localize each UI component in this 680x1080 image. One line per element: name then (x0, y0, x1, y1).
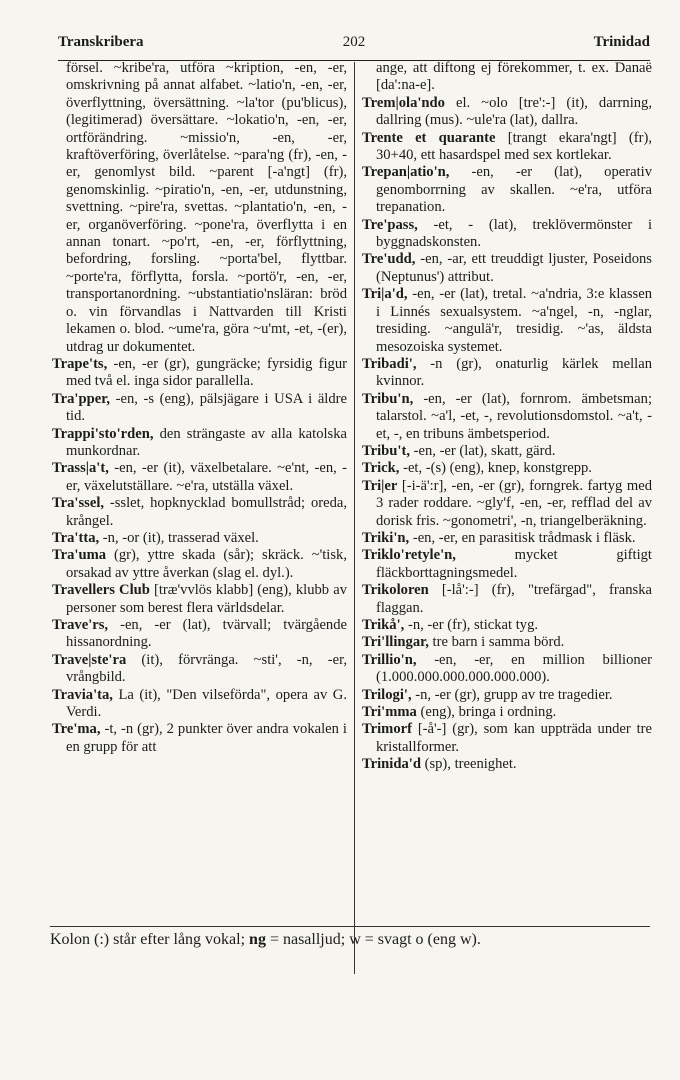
entry-definition: den strängaste av alla katolska munkordnar. (66, 425, 347, 459)
dictionary-entry (362, 356, 652, 391)
entry-headword: Trem|ola'ndo (362, 94, 445, 111)
dictionary-entry (52, 460, 347, 495)
dictionary-entry (362, 704, 652, 721)
entry-headword: Trave|ste'ra (52, 651, 127, 668)
dictionary-entry (362, 130, 652, 165)
left-column (52, 60, 347, 980)
entry-headword: Trass|a't, (52, 460, 109, 477)
dictionary-entry (52, 652, 347, 687)
entry-definition: -en, -er (lat), operativ genomborrning av skallen. ~e'ra, utföra trepanation. (376, 164, 652, 216)
dictionary-entry (362, 634, 652, 651)
dictionary-entry (362, 617, 652, 634)
dictionary-entry (52, 721, 347, 756)
dictionary-entry (52, 356, 347, 391)
entry-headword: Trick, (362, 460, 400, 477)
entry-definition: (eng), bringa i ordning. (416, 704, 557, 721)
entry-definition: [træ'vvlös klabb] (eng), klubb av personer som berest flera världsdelar. (66, 582, 347, 616)
entry-headword: Tre'udd, (362, 251, 416, 268)
entry-headword: Tre'ma, (52, 721, 101, 738)
entry-definition: -n, -or (it), trasserad växel. (99, 529, 259, 546)
entry-definition: [-lå':-] (fr), "trefärgad", franska flaggan. (376, 582, 652, 616)
dictionary-entry (362, 478, 652, 530)
dictionary-entry (362, 95, 652, 130)
entry-definition: [trangt ekara'ngt] (fr), 30+40, ett hasardspel med sex kortlekar. (376, 129, 652, 164)
entry-definition: -en, -er (lat), skatt, gärd. (409, 442, 556, 459)
entry-definition: -en, -er (lat), tvärvall; tvärgående hissanordning. (66, 617, 347, 651)
entry-definition: La (it), "Den vilseförda", opera av G. Verdi. (66, 686, 347, 721)
entry-definition: -en, -er (lat), fornrom. ämbetsman; talarstol. ~a'l, -et, -, revolutionsdomstol. ~a't, -et, -, en tribuns ämbetsperiod. (376, 390, 652, 442)
entry-headword: Trente et quarante (362, 129, 496, 146)
dictionary-entry (52, 687, 347, 722)
entry-definition: tre barn i samma börd. (428, 634, 565, 651)
entry-headword: Trave'rs, (52, 617, 109, 633)
dictionary-entry (362, 251, 652, 286)
entry-definition: -et, - (lat), treklövermönster i byggnadskonsten. (376, 216, 652, 251)
dictionary-entry (362, 164, 652, 216)
dictionary-entry (362, 687, 652, 704)
dictionary-entry (362, 530, 652, 547)
dictionary-entry (362, 286, 652, 356)
entry-definition: (gr), yttre skada (sår); skräck. ~'tisk, orsakad av yttre åverkan (slag el. dyl.). (66, 547, 347, 581)
dictionary-entry (362, 60, 652, 95)
entry-headword: Trape'ts, (52, 355, 108, 372)
entry-definition: mycket giftigt fläckborttagningsmedel. (376, 547, 652, 581)
entry-headword: Tra'ssel, (52, 495, 105, 512)
entry-headword: Trepan|atio'n, (362, 164, 450, 181)
dictionary-entry (362, 547, 652, 582)
entry-headword: Tribu't, (362, 442, 410, 459)
entry-definition: -en, -er (gr), gungräcke; fyrsidig figur med två el. inga sidor parallella. (66, 355, 347, 390)
entry-headword: Tribadi', (362, 355, 417, 372)
entry-headword: Tri|a'd, (362, 286, 408, 303)
dictionary-entry (52, 495, 347, 530)
entry-definition: försel. ~kribe'ra, utföra ~kription, -en, -er, omskrivning på annat alfabet. ~latio'n, -en, -er, överflyttning, översättning. ~la'tor (pu'blicus), (legitimerad) översättare. ~lokatio'n, -en, -er, ortförändring. ~missio'n, -en, -er, kraftöverföring, överlåtelse. ~para'ng (fr), -en, -er, genomlyst bild. ~parent [-a'ngt] (fr), genomskinlig. ~piratio'n, -en, -er, utdunstning, svettning. ~pire'ra, svettas. ~plantatio'n, -en, -er, organöverföring. ~pone'ra, överflytta i en annan tonart. ~po'rt, -en, -er, förflyttning, befordring, forsling. ~porta'bel, flyttbar. ~porte'ra, förflytta, forsla. ~portö'r, -en, -er, transportanordning. ~ubstantiatio'nsläran: bröd o. vin förvandlas i Nattvarden till Kristi lekamen o. blod. ~ume'ra, göra ~u'mt, -et, -(er), utdrag ur dokumentet. (66, 60, 347, 355)
entry-definition: -n (gr), onaturlig kärlek mellan kvinnor. (376, 355, 652, 390)
dictionary-entry (362, 582, 652, 617)
entry-definition: -sslet, hopknycklad bomullstråd; oreda, krångel. (66, 495, 347, 529)
column-divider (354, 62, 355, 974)
entry-headword: Trinida'd (362, 756, 421, 773)
entry-headword: Tra'tta, (52, 529, 100, 546)
pronunciation-footer (50, 926, 650, 965)
dictionary-entry (52, 60, 347, 356)
footer-text-2: = nasalljud; w = svagt o (eng w). (269, 931, 481, 948)
entry-headword: Tri'mma (362, 704, 417, 721)
entry-headword: Triklo'retyle'n, (362, 547, 456, 564)
entry-definition: -en, -er (lat), tretal. ~a'ndria, 3:e klassen i Linnés sexualsystem. ~a'ngel, -n, -nglar, tresiding. ~angulä'r, tresidig. ~'as, äldsta mesozoiska systemet. (376, 286, 652, 355)
entry-definition: ange, att diftong ej förekommer, t. ex. Danaë [da':na-e]. (376, 60, 652, 94)
dictionary-entry (362, 391, 652, 443)
entry-definition: (sp), treenighet. (420, 756, 517, 773)
entry-definition: -en, -er, en million billioner (1.000.000.000.000.000.000). (376, 651, 652, 686)
dictionary-entry (362, 756, 652, 773)
entry-definition: -en, -er (it), växelbetalare. ~e'nt, -en, -er, växelutställare. ~e'ra, utställa växel. (66, 460, 347, 494)
entry-definition: -en, -er, en parasitisk trådmask i fläsk. (409, 529, 636, 546)
entry-definition: -en, -ar, ett treuddigt ljuster, Poseidons (Neptunus') attribut. (376, 251, 652, 285)
footer-text-1: Kolon (:) står efter lång vokal; (50, 931, 246, 948)
entry-headword: Trillio'n, (362, 651, 417, 668)
header-right-word: Trinidad (593, 34, 650, 50)
dictionary-entry (52, 530, 347, 547)
entry-headword: Trilogi', (362, 686, 412, 703)
entry-headword: Travia'ta, (52, 686, 113, 703)
dictionary-entry (362, 460, 652, 477)
dictionary-entry (362, 443, 652, 460)
entry-headword: Tra'pper, (52, 390, 110, 407)
entry-headword: Tra'uma (52, 547, 107, 564)
dictionary-entry (52, 426, 347, 461)
entry-definition: [-å'-] (gr), som kan uppträda under tre kristallformer. (376, 721, 652, 755)
entry-definition: -en, -s (eng), pälsjägare i USA i äldre tid. (66, 390, 347, 425)
entry-headword: Tribu'n, (362, 390, 414, 407)
header-left-word: Transkribera (58, 34, 144, 50)
footer-ng: ng (249, 931, 266, 948)
page-header (58, 34, 650, 61)
dictionary-entry (52, 617, 347, 652)
entry-definition: -et, -(s) (eng), knep, konstgrepp. (399, 460, 592, 477)
entry-headword: Trikå', (362, 617, 405, 633)
dictionary-entry (362, 652, 652, 687)
right-column (362, 60, 652, 980)
entry-definition: -t, -n (gr), 2 punkter över andra vokalen i en grupp för att (66, 721, 347, 755)
dictionary-entry (362, 217, 652, 252)
entry-headword: Triki'n, (362, 529, 410, 546)
page-number: 202 (342, 34, 366, 50)
dictionary-entry (362, 721, 652, 756)
dictionary-entry (52, 582, 347, 617)
entry-headword: Trappi'sto'rden, (52, 425, 154, 442)
entry-definition: el. ~olo [tre':-] (it), darrning, dallring (mus). ~ule'ra (lat), dallra. (376, 94, 652, 129)
dictionary-entry (52, 391, 347, 426)
entry-definition: -n, -er (fr), stickat tyg. (404, 617, 539, 633)
entry-definition: [-i-ä':r], -en, -er (gr), forngrek. fartyg med 3 rader roddare. ~gly'f, -en, -er, refflad del av dorisk fris. ~gonometri', -n, triangelberäkning. (376, 477, 652, 529)
entry-definition: -n, -er (gr), grupp av tre tragedier. (411, 686, 613, 703)
entry-headword: Trimorf (362, 721, 412, 738)
entry-headword: Tri|er (362, 477, 398, 494)
entry-definition: (it), förvränga. ~sti', -n, -er, vrångbild. (66, 651, 347, 686)
entry-headword: Tre'pass, (362, 216, 418, 233)
entry-headword: Tri'llingar, (362, 634, 429, 651)
entry-headword: Travellers Club (52, 582, 150, 599)
entry-headword: Trikoloren (362, 582, 429, 599)
dictionary-entry (52, 547, 347, 582)
